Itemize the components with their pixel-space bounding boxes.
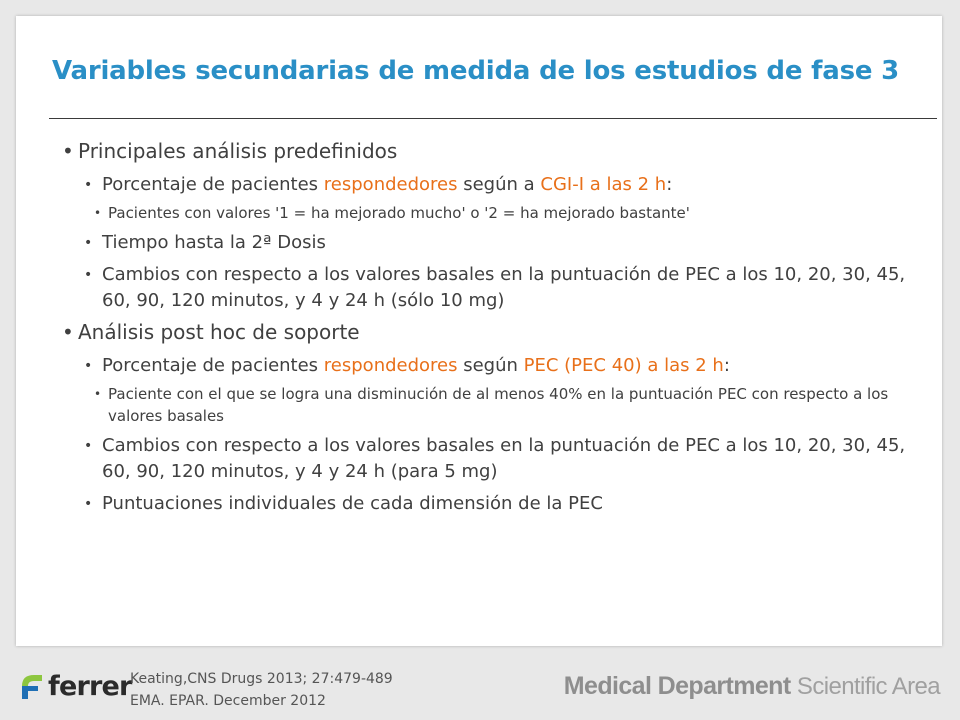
highlight-pec: PEC (PEC 40) a las 2 h bbox=[523, 355, 724, 376]
bullet-responders-cgi bbox=[72, 172, 932, 198]
text-segment: : bbox=[666, 174, 673, 195]
slide-content bbox=[62, 134, 932, 517]
bullet-text: Puntuaciones individuales de cada dimensión de la PEC bbox=[102, 493, 603, 514]
bullet-pec-dimensions bbox=[72, 491, 932, 517]
bullet-icon: • bbox=[84, 438, 93, 454]
reference-citation bbox=[130, 668, 393, 712]
bullet-text: Cambios con respecto a los valores basales en la puntuación de PEC a los 10, 20, 30, 45, 60, 90, 120 minutos, y 4 y 24 h (sólo 10 mg) bbox=[102, 264, 906, 311]
text-segment: según a bbox=[457, 174, 541, 195]
bullet-icon: • bbox=[84, 358, 93, 374]
bullet-text: Pacientes con valores '1 = ha mejorado mucho' o '2 = ha mejorado bastante' bbox=[108, 204, 690, 222]
bullet-text: Cambios con respecto a los valores basales en la puntuación de PEC a los 10, 20, 30, 45, 60, 90, 120 minutos, y 4 y 24 h (para 5 mg) bbox=[102, 435, 906, 482]
logo-text: ferrer bbox=[48, 671, 132, 702]
bullet-pec-changes-10mg bbox=[72, 262, 932, 314]
highlight-responders: respondedores bbox=[323, 174, 458, 195]
reference-line: EMA. EPAR. December 2012 bbox=[130, 693, 326, 709]
ferrer-logo bbox=[18, 668, 138, 708]
text-segment: Porcentaje de pacientes bbox=[102, 174, 324, 195]
bullet-second-dose bbox=[72, 230, 932, 256]
bullet-pec-changes-5mg bbox=[72, 433, 932, 485]
bullet-responders-pec bbox=[72, 353, 932, 379]
bullet-icon: • bbox=[84, 177, 93, 193]
bullet-icon: • bbox=[62, 320, 74, 344]
bullet-section-predefined bbox=[62, 136, 932, 166]
department-label bbox=[564, 672, 940, 701]
text-segment: según bbox=[457, 355, 524, 376]
section-label: Principales análisis predefinidos bbox=[78, 139, 398, 163]
bullet-pec-reduction bbox=[62, 383, 932, 427]
department-name: Medical Department bbox=[563, 672, 791, 700]
bullet-text: Tiempo hasta la 2ª Dosis bbox=[102, 232, 326, 253]
bullet-icon: • bbox=[84, 496, 93, 512]
bullet-icon: • bbox=[84, 267, 93, 283]
title-divider bbox=[49, 118, 937, 119]
bullet-text: Paciente con el que se logra una disminución de al menos 40% en la puntuación PEC con respecto a los valores basales bbox=[108, 385, 889, 425]
text-segment: : bbox=[723, 355, 730, 376]
highlight-responders: respondedores bbox=[323, 355, 458, 376]
reference-line: Keating,CNS Drugs 2013; 27:479-489 bbox=[130, 671, 393, 687]
bullet-cgi-values bbox=[62, 202, 932, 224]
highlight-cgi: CGI-I a las 2 h bbox=[540, 174, 667, 195]
bullet-icon: • bbox=[94, 387, 102, 401]
text-segment: Porcentaje de pacientes bbox=[102, 355, 324, 376]
bullet-icon: • bbox=[94, 206, 102, 220]
bullet-icon: • bbox=[84, 235, 93, 251]
bullet-section-posthoc bbox=[62, 317, 932, 347]
department-area: Scientific Area bbox=[796, 673, 940, 700]
bullet-icon: • bbox=[62, 139, 74, 163]
section-label: Análisis post hoc de soporte bbox=[78, 320, 360, 344]
ferrer-f-icon bbox=[18, 672, 44, 700]
slide-card bbox=[16, 16, 942, 646]
slide-title: Variables secundarias de medida de los estudios de fase 3 bbox=[52, 56, 900, 86]
